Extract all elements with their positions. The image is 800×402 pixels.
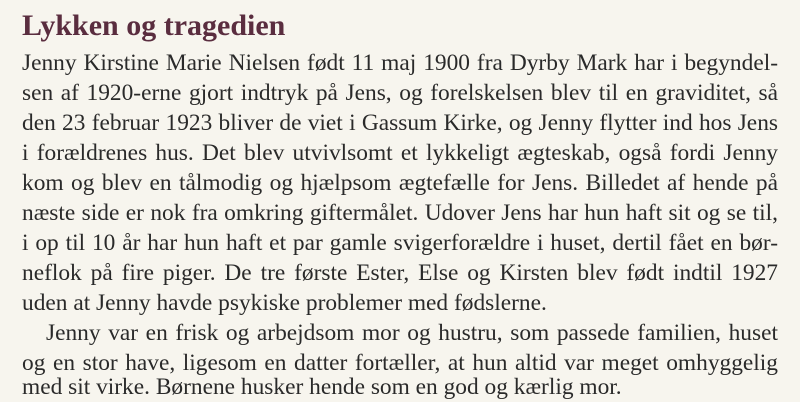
body-line: i forældrenes hus. Det blev utvivlsomt et lykkeligt ægteskab, også fordi Jenny [22, 140, 778, 166]
body-line: med sit virke. Børnene husker hende som en god og kærlig mor. [22, 374, 622, 400]
body-line: sen af 1920-erne gjort indtryk på Jens, og forelskelsen blev til en graviditet, så [22, 80, 778, 106]
body-line: neflok på fire piger. De tre første Ester, Else og Kirsten blev født indtil 1927 [22, 260, 778, 286]
body-line: den 23 februar 1923 bliver de viet i Gassum Kirke, og Jenny flytter ind hos Jens [22, 110, 778, 136]
section-heading: Lykken og tragedien [22, 9, 286, 42]
body-line: næste side er nok fra omkring giftermålet. Udover Jens har hun haft sit og se til, [22, 200, 778, 226]
body-line: uden at Jenny havde psykiske problemer med fødslerne. [22, 290, 547, 316]
body-line: og en stor have, ligesom en datter fortæller, at hun altid var meget omhyggelig [22, 350, 778, 376]
body-line: kom og blev en tålmodig og hjælpsom ægtefælle for Jens. Billedet af hende på [22, 170, 778, 196]
body-line: i op til 10 år har hun haft et par gamle svigerforældre i huset, dertil fået en bør- [22, 230, 778, 256]
body-line-indented: Jenny var en frisk og arbejdsom mor og hustru, som passede familien, huset [46, 320, 778, 346]
body-line: Jenny Kirstine Marie Nielsen født 11 maj 1900 fra Dyrby Mark har i begyndel- [22, 50, 778, 76]
